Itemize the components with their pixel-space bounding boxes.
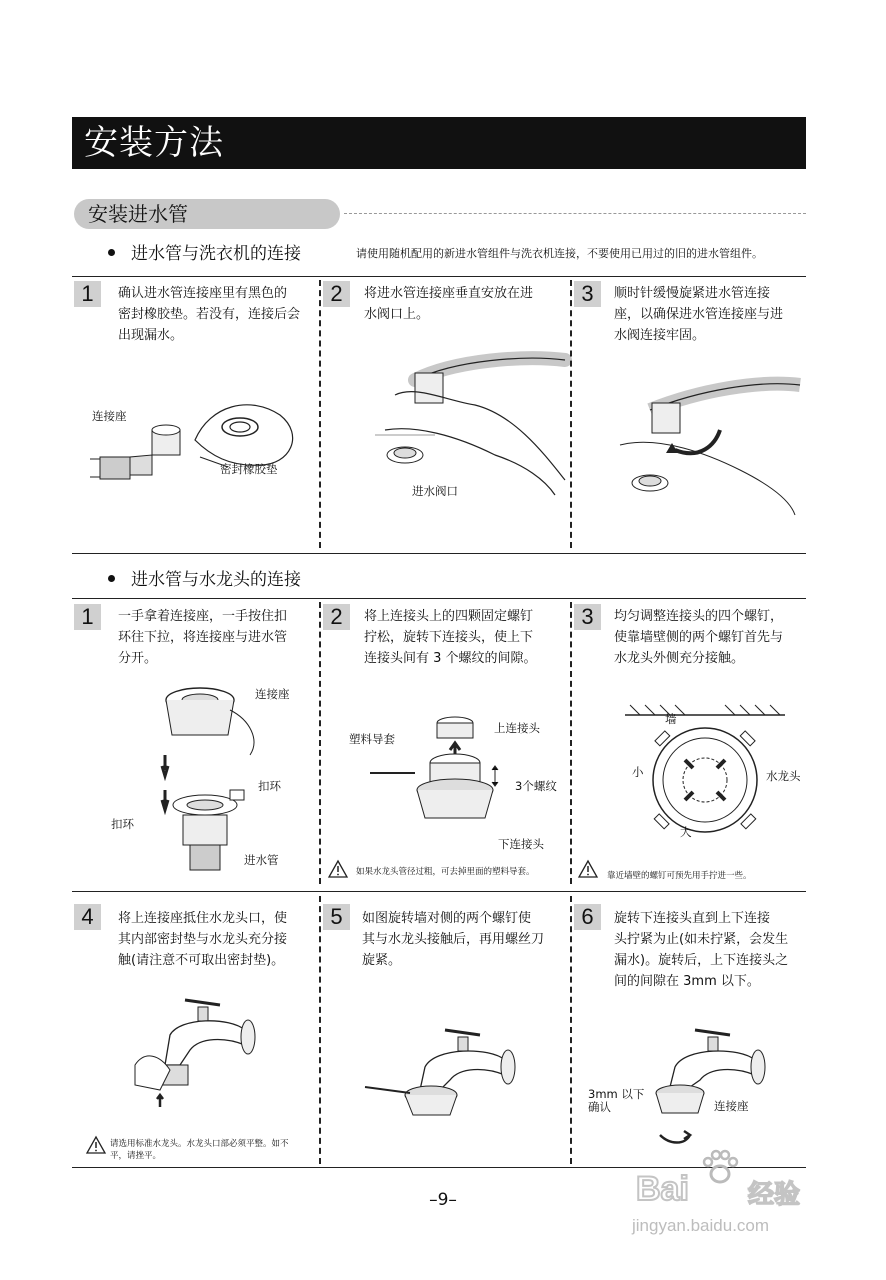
step-text: 顺时针缓慢旋紧进水管连接 座，以确保进水管连接座与进 水阀连接牢固。	[614, 286, 784, 343]
label-confirm: 确认	[588, 1100, 611, 1114]
step-number: 3	[574, 281, 601, 307]
tighten-illustration	[620, 375, 800, 515]
part2-heading-text: 进水管与水龙头的连接	[131, 570, 301, 590]
step-number: 4	[74, 904, 101, 930]
part1-heading-text: 进水管与洗衣机的连接	[131, 244, 301, 264]
warning-icon	[578, 860, 598, 878]
watermark-url: jingyan.baidu.com	[632, 1216, 770, 1235]
warning-text: 请选用标准水龙头。水龙头口部必须平整。如不 平，请挫平。	[110, 1139, 289, 1161]
step-number: 2	[323, 604, 350, 630]
valve-hands-illustration	[375, 355, 565, 500]
section-divider	[344, 213, 806, 214]
warning-icon	[328, 860, 348, 878]
label-upper-joint: 上连接头	[494, 721, 540, 735]
wall-screws-illustration	[625, 705, 785, 840]
paw-icon	[700, 1150, 740, 1184]
coupler-separate-illustration	[150, 680, 300, 870]
label-3-threads: 3个螺纹	[515, 779, 557, 793]
step-number: 1	[74, 604, 101, 630]
label-connector: 连接座	[92, 409, 127, 423]
label-small: 小	[632, 765, 644, 779]
label-seal: 密封橡胶垫	[220, 462, 278, 476]
divider	[72, 598, 806, 599]
label-connector: 连接座	[714, 1099, 749, 1113]
faucet-illustration	[130, 995, 260, 1105]
divider	[72, 891, 806, 892]
step-number: 2	[323, 281, 350, 307]
label-ring: 扣环	[111, 817, 134, 831]
part2-heading	[108, 569, 301, 591]
page-title: 安装方法	[84, 123, 224, 163]
step-text: 将进水管连接座垂直安放在进 水阀口上。	[364, 286, 534, 322]
column-divider	[570, 896, 572, 1164]
part1-heading	[108, 243, 301, 265]
watermark-brand2: 经验	[748, 1180, 801, 1210]
page-number: –9–	[429, 1190, 457, 1210]
section-title: 安装进水管	[88, 202, 188, 226]
warning-text: 靠近墙壁的螺钉可预先用手拧进一些。	[607, 871, 752, 881]
step-number: 6	[574, 904, 601, 930]
label-valve: 进水阀口	[412, 484, 458, 498]
label-wall: 墙	[665, 712, 677, 726]
divider	[72, 276, 806, 277]
step-text: 旋转下连接头直到上下连接 头拧紧为止(如未拧紧，会发生 漏水)。旋转后，上下连接头之 间的间隙在 3mm 以下。	[614, 911, 789, 989]
step-text: 一手拿着连接座，一手按住扣 环往下拉，将连接座与进水管 分开。	[118, 609, 288, 666]
watermark-brand: Bai	[636, 1170, 689, 1208]
baidu-watermark	[628, 1160, 838, 1260]
step-text: 如图旋转墙对侧的两个螺钉使 其与水龙头接触后，再用螺丝刀 旋紧。	[362, 911, 545, 968]
step-number: 1	[74, 281, 101, 307]
label-large: 大	[680, 825, 692, 839]
bullet-icon	[108, 575, 115, 582]
label-ring: 扣环	[258, 779, 281, 793]
step-text: 将上连接头上的四颗固定螺钉 拧松，旋转下连接头，使上下 连接头间有 3 个螺纹的间隙。	[364, 609, 537, 666]
column-divider	[570, 602, 572, 884]
part1-note: 请使用随机配用的新进水管组件与洗衣机连接，不要使用已用过的旧的进水管组件。	[356, 247, 763, 260]
bullet-icon	[108, 249, 115, 256]
column-divider	[570, 280, 572, 548]
divider	[72, 553, 806, 554]
step-text: 将上连接座抵住水龙头口，使 其内部密封垫与水龙头充分接 触(请注意不可取出密封垫)。	[118, 911, 288, 968]
warning-text: 如果水龙头管径过粗，可去掉里面的塑料导套。	[356, 867, 535, 877]
step-number: 5	[323, 904, 350, 930]
label-lower-joint: 下连接头	[498, 837, 544, 851]
label-faucet: 水龙头	[766, 769, 801, 783]
faucet-connected-illustration	[640, 1025, 790, 1155]
faucet-screwdriver-illustration	[365, 1025, 525, 1125]
label-plastic-sleeve: 塑料导套	[349, 732, 395, 746]
label-connector: 连接座	[255, 687, 290, 701]
step-text: 均匀调整连接头的四个螺钉， 使靠墙壁侧的两个螺钉首先与 水龙头外侧充分接触。	[614, 609, 784, 666]
step-text: 确认进水管连接座里有黑色的 密封橡胶垫。若没有，连接后会 出现漏水。	[118, 286, 301, 343]
column-divider	[319, 602, 321, 884]
label-3mm: 3mm 以下	[588, 1087, 645, 1101]
label-inlet-hose: 进水管	[244, 853, 279, 867]
column-divider	[319, 896, 321, 1164]
warning-icon	[86, 1136, 106, 1154]
step-number: 3	[574, 604, 601, 630]
column-divider	[319, 280, 321, 548]
